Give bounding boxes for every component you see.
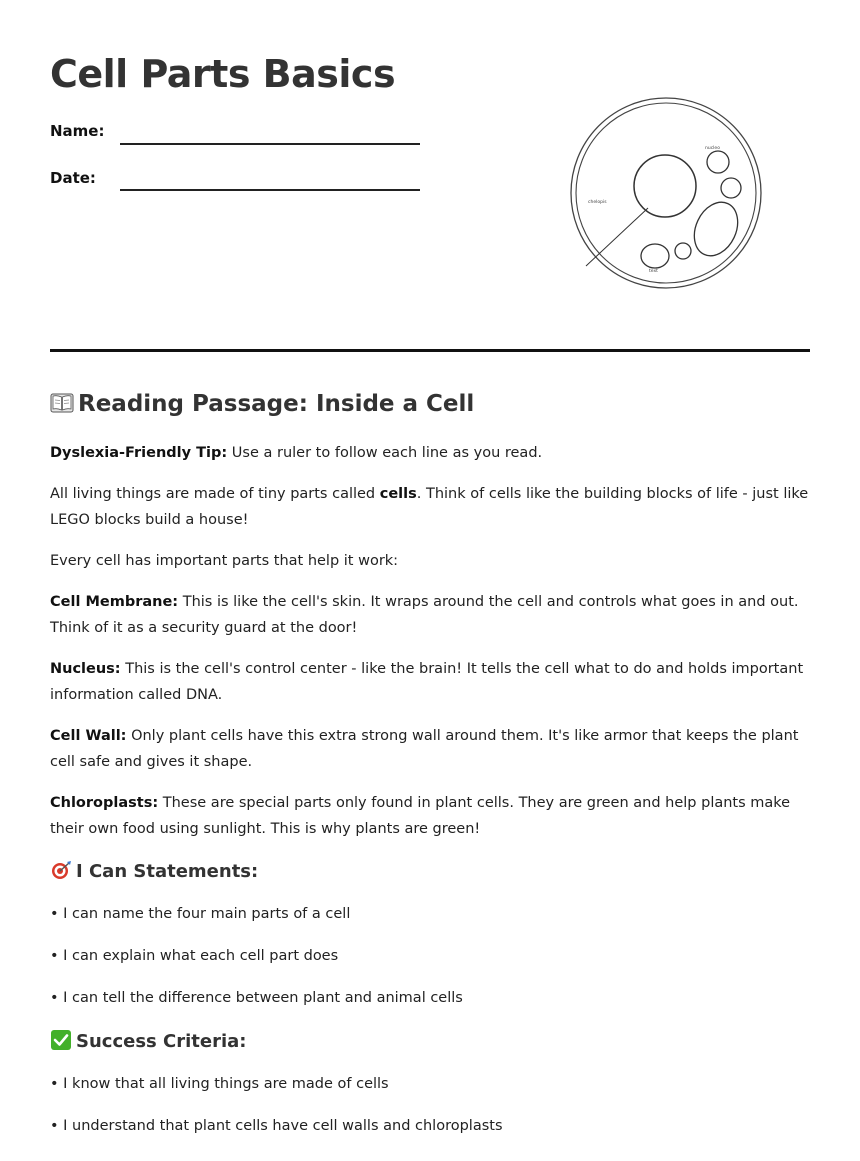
- part-text: These are special parts only found in plant cells. They are green and help plants make their own food using sunlight. This is why plants are green!: [50, 795, 791, 837]
- part-term: Cell Wall:: [50, 728, 127, 744]
- lead-paragraph: Every cell has important parts that help it work:: [50, 553, 399, 569]
- name-field[interactable]: [120, 143, 420, 145]
- label-pointer-line: [586, 208, 648, 266]
- diagram-label-text: text: [649, 269, 658, 274]
- part-term: Nucleus:: [50, 661, 121, 677]
- cell-diagram: [566, 92, 766, 292]
- intro-before: All living things are made of tiny parts called: [50, 486, 380, 502]
- passage-heading: [50, 386, 815, 422]
- worksheet-content: [50, 386, 815, 1155]
- organelle-shape: [707, 151, 729, 173]
- tip-text: Use a ruler to follow each line as you read.: [227, 445, 543, 461]
- success-heading-text: Success Criteria:: [76, 1031, 247, 1052]
- organelle-shape: [641, 244, 669, 268]
- check-icon: [50, 1030, 72, 1050]
- page-title: Cell Parts Basics: [50, 52, 396, 96]
- part-text: Only plant cells have this extra strong wall around them. It's like armor that keeps the plant cell safe and gives it shape.: [50, 728, 799, 770]
- i-can-heading-text: I Can Statements:: [76, 861, 259, 882]
- cell-membrane-outline: [576, 103, 756, 283]
- intro-after: . Think of cells like the building blocks of life - just like LEGO blocks build a house!: [50, 486, 809, 528]
- book-icon: [50, 392, 74, 414]
- vacuole-shape: [686, 195, 746, 263]
- date-label: Date:: [50, 169, 96, 187]
- part-chloroplasts: [50, 790, 815, 842]
- diagram-label-nucleo: nucleo: [705, 146, 720, 151]
- cell-wall-outline: [571, 98, 761, 288]
- part-text: This is like the cell's skin. It wraps around the cell and controls what goes in and out. Think of it as a security guard at the door!: [50, 594, 799, 636]
- success-item: • I know that all living things are made of cells: [50, 1076, 389, 1092]
- date-field[interactable]: [120, 189, 420, 191]
- target-icon: [50, 860, 72, 880]
- part-term: Chloroplasts:: [50, 795, 159, 811]
- i-can-heading: [50, 857, 815, 887]
- i-can-item: • I can explain what each cell part does: [50, 948, 339, 964]
- success-heading: [50, 1027, 815, 1057]
- organelle-shape: [675, 243, 691, 259]
- i-can-item: • I can name the four main parts of a cell: [50, 906, 351, 922]
- nucleus-shape: [634, 155, 696, 217]
- passage-heading-text: Reading Passage: Inside a Cell: [78, 391, 475, 417]
- part-term: Cell Membrane:: [50, 594, 179, 610]
- diagram-label-chelopis: chelopis: [588, 200, 607, 205]
- i-can-item: • I can tell the difference between plant and animal cells: [50, 990, 463, 1006]
- intro-paragraph: [50, 481, 815, 533]
- name-label: Name:: [50, 122, 105, 140]
- part-membrane: [50, 589, 815, 641]
- tip-paragraph: [50, 440, 815, 466]
- part-text: This is the cell's control center - like the brain! It tells the cell what to do and holds important information called DNA.: [50, 661, 804, 703]
- section-divider: [50, 349, 810, 352]
- intro-bold: cells: [379, 486, 417, 502]
- organelle-shape: [721, 178, 741, 198]
- tip-label: Dyslexia-Friendly Tip:: [50, 445, 228, 461]
- part-nucleus: [50, 656, 815, 708]
- success-item: • I understand that plant cells have cell walls and chloroplasts: [50, 1118, 503, 1134]
- part-cell-wall: [50, 723, 815, 775]
